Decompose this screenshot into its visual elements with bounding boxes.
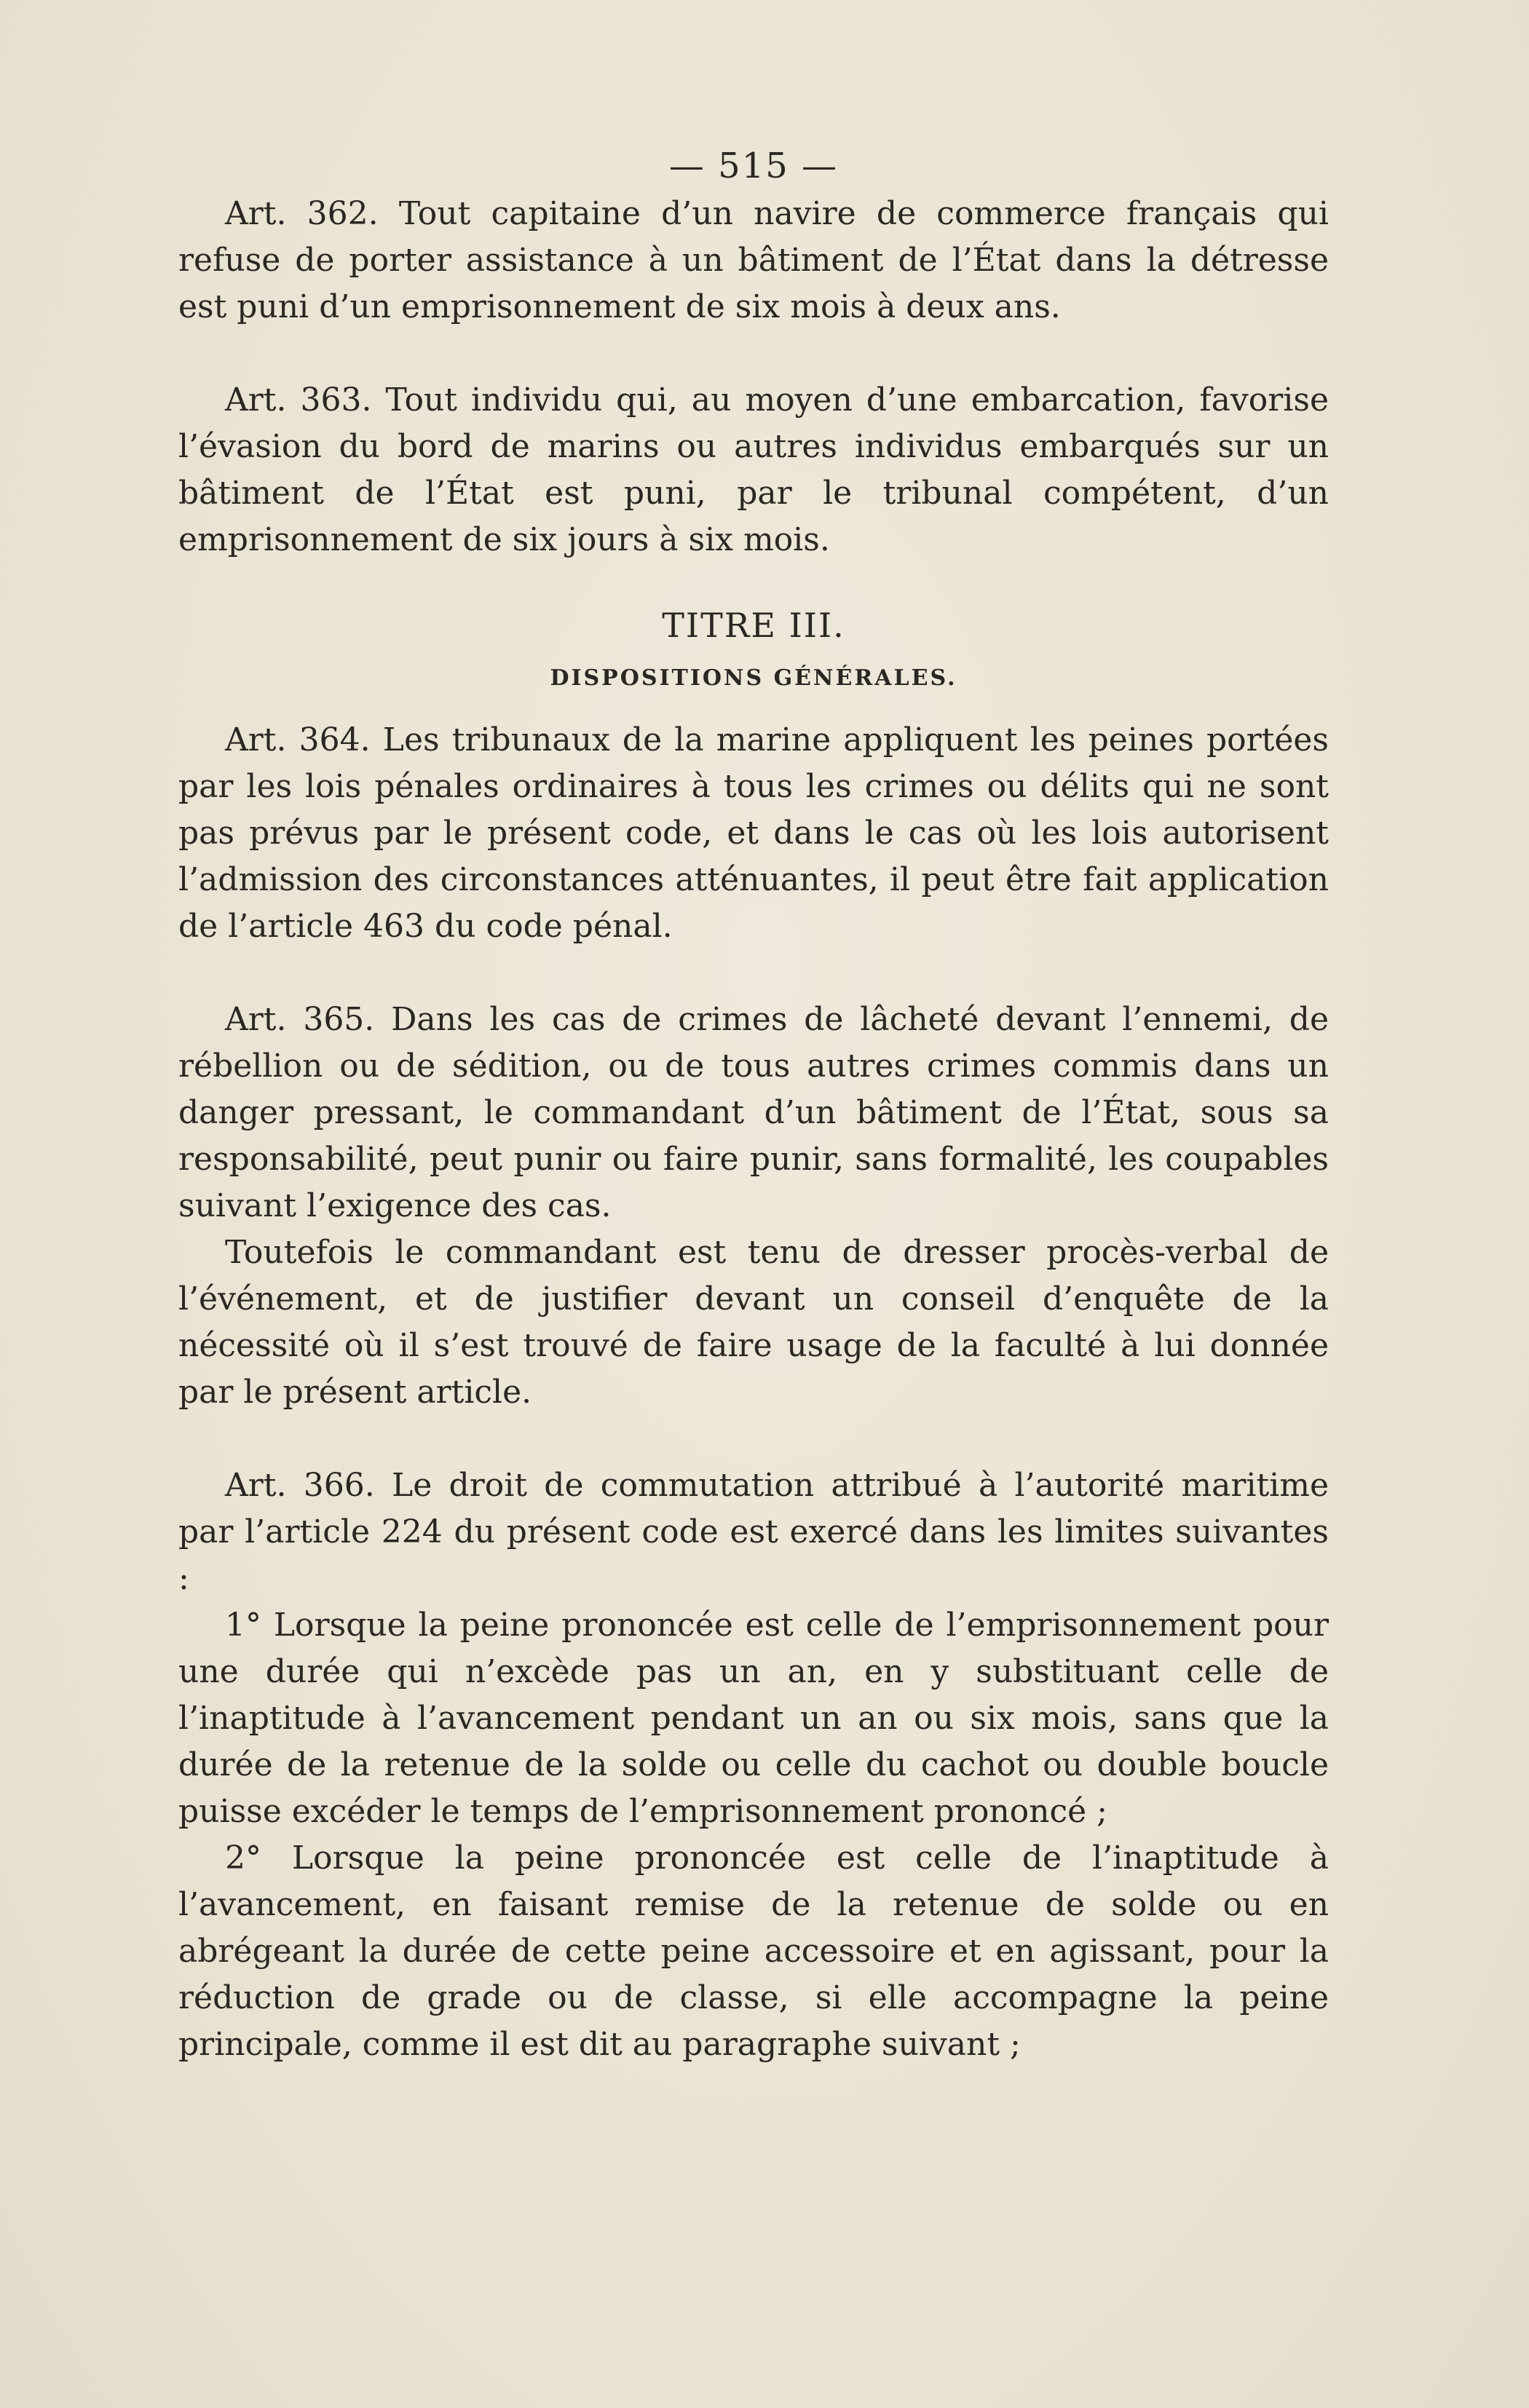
article-363: Art. 363. Tout individu qui, au moyen d’une embarcation, favorise l’évasion du bord de marins ou autres individus embarqués sur un bâtiment de l’État est puni, par le tribunal compétent, d’un emprisonnement de six jours à six mois. bbox=[178, 381, 1329, 558]
section-subtitle: DISPOSITIONS GÉNÉRALES. bbox=[550, 665, 957, 691]
article-366-item-2: 2° Lorsque la peine prononcée est celle de l’inaptitude à l’avancement, en faisant remise de la retenue de solde ou en abrégeant la durée de cette peine accessoire et en agissant, pour la réduction de grade ou de classe, si elle accompagne la peine principale, comme il est dit au paragraphe suivant ; bbox=[178, 1839, 1329, 2063]
page-text bbox=[178, 146, 1329, 2068]
article-366-item-1: 1° Lorsque la peine prononcée est celle de l’emprisonnement pour une durée qui n’excède pas un an, en y substituant celle de l’inaptitude à l’avancement pendant un an ou six mois, sans que la durée de la retenue de la solde ou celle du cachot ou double boucle puisse excéder le temps de l’emprisonnement prononcé ; bbox=[178, 1607, 1329, 1830]
article-365-continuation: Toutefois le commandant est tenu de dresser procès-verbal de l’événement, et de justifier devant un conseil d’enquête de la nécessité où il s’est trouvé de faire usage de la faculté à lui donnée par le présent article. bbox=[178, 1234, 1329, 1411]
article-362: Art. 362. Tout capitaine d’un navire de commerce français qui refuse de porter assistance à un bâtiment de l’État dans la détresse est puni d’un emprisonnement de six mois à deux ans. bbox=[178, 195, 1329, 325]
article-364: Art. 364. Les tribunaux de la marine appliquent les peines portées par les lois pénales ordinaires à tous les crimes ou délits qui ne sont pas prévus par le présent code, et dans le cas où les lois autorisent l’admission des circonstances atténuantes, il peut être fait application de l’article 463 du code pénal. bbox=[178, 721, 1329, 945]
article-365: Art. 365. Dans les cas de crimes de lâcheté devant l’ennemi, de rébellion ou de sédition, ou de tous autres crimes commis dans un danger pressant, le commandant d’un bâtiment de l’État, sous sa responsabilité, peut punir ou faire punir, sans formalité, les coupables suivant l’exigence des cas. bbox=[178, 1001, 1329, 1224]
article-366: Art. 366. Le droit de commutation attribué à l’autorité maritime par l’article 224 du présent code est exercé dans les limites suivantes : bbox=[178, 1467, 1329, 1597]
section-title: TITRE III. bbox=[662, 606, 845, 645]
page-number: — 515 — bbox=[668, 146, 839, 186]
